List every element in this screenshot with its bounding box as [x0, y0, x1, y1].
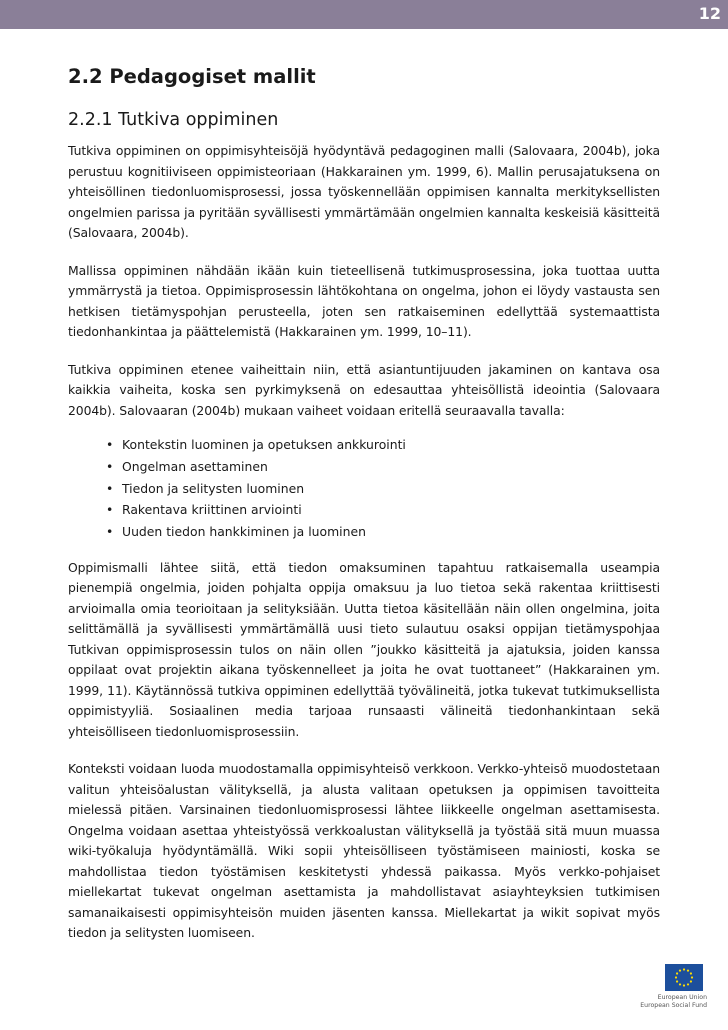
paragraph: Konteksti voidaan luoda muodostamalla oppimisyhteisö verkkoon. Verkko-yhteisö muodostetaan valitun yhteisöalustan välityksellä, ja alusta valitaan opetuksen ja oppimisen tavoitteita mielessä pitäen. Varsinainen tiedonluomisprosessi lähtee liikkeelle ongelman asettamisesta. Ongelma voidaan asettaa yhteistyössä verkkoalustan välityksellä ja työstää sitä muun muassa wiki-työkaluja hyödyntämällä. Wiki sopii yhteisölliseen työstämiseen mainiosti, koska se mahdollistaa tiedon työstämisen keskitetysti yhdessä paikassa. Myös verkko-pohjaiset miellekartat tukevat ongelman asettamista ja mahdollistavat asiayhteyksien tutkimisen samanaikaisesti oppimisyhteisön muiden jäsenten kanssa. Miellekartat ja wikit sopivat myös tiedon ja selitysten luomiseen.: [68, 761, 660, 941]
paragraph: Tutkiva oppiminen on oppimisyhteisöjä hyödyntävä pedagoginen malli (Salovaara, 2004b), joka perustuu kognitiiviseen oppimisteoriaan (Hakkarainen ym. 1999, 6). Mallin perusajatuksena on yhteisöllinen tiedonluomisprosessi, jossa työskennellään oppimisen kannalta merkityksellisten ongelmien parissa ja pyritään syvällisesti ymmärtämään ongelmien kannalta keskeisiä käsitteitä (Salovaara, 2004b).: [68, 143, 660, 240]
eu-star: [690, 972, 692, 974]
eu-star: [687, 969, 689, 971]
phase-list: [68, 434, 660, 543]
eu-flag-icon: [665, 964, 703, 991]
eu-star: [679, 969, 681, 971]
eu-logo: [635, 964, 707, 1020]
eu-star: [691, 976, 693, 978]
eu-star: [679, 983, 681, 985]
eu-logo-line2: European Social Fund: [640, 1002, 707, 1009]
header-bar: [0, 0, 728, 29]
eu-star: [676, 972, 678, 974]
page-number: 12: [698, 4, 721, 23]
paragraph: Tutkiva oppiminen etenee vaiheittain niin, että asiantuntijuuden jakaminen on kantava osa kaikkia vaiheita, koska sen pyrkimyksenä on edesauttaa yhteisöllistä ideointia (Salovaara 2004b). Salovaaran (2004b) mukaan vaiheet voidaan eritellä seuraavalla tavalla:: [68, 361, 660, 418]
eu-star: [690, 980, 692, 982]
eu-logo-line1: European Union: [657, 994, 707, 1001]
paragraph: Oppimismalli lähtee siitä, että tiedon omaksuminen tapahtuu ratkaisemalla useampia pienempiä ongelmia, joiden pohjalta oppija omaksuu ja luo tietoa sekä rakentaa kriittisesti arvioimalla omia teorioitaan ja selityksiään. Uutta tietoa käsitellään näin ollen ongelmina, joita selittämällä ja syvällisesti ymmärtämällä uusi tieto sulautuu osaksi oppijan tietämyspohjaa Tutkivan oppimisprosessin tulos on näin ollen ”joukko käsitteitä ja ajatuksia, joiden kanssa oppilaat ovat projektin aikana työskennelleet ja joita he ovat tuottaneet” (Hakkarainen ym. 1999, 11). Käytännössä tutkiva oppiminen edellyttää työvälineitä, jotka tukevat tutkimuksellista oppimistyyliä. Sosiaalinen media tarjoaa runsaasti välineitä tiedonhankintaan sekä yhteisölliseen tiedonluomisprosessiin.: [68, 559, 660, 739]
eu-star: [675, 976, 677, 978]
paragraph: Mallissa oppiminen nähdään ikään kuin tieteellisenä tutkimusprosessina, joka tuottaa uutta ymmärrystä ja tietoa. Oppimisprosessin lähtökohtana on ongelma, johon ei löydy vastausta sen hetkisen tietämyspohjan perusteella, joten sen ratkaiseminen edellyttää systemaattista tiedonhankintaa ja päättelemistä (Hakkarainen ym. 1999, 10–11).: [68, 262, 660, 339]
eu-stars-icon: [665, 964, 703, 991]
eu-logo-text: [635, 994, 707, 1010]
page-content: [68, 64, 660, 944]
subsection-heading: 2.2.1 Tutkiva oppiminen: [68, 110, 279, 130]
list-item: • Uuden tiedon hankkiminen ja luominen: [100, 521, 660, 543]
eu-star: [687, 983, 689, 985]
eu-star: [683, 968, 685, 970]
list-item: • Tiedon ja selitysten luominen: [100, 478, 660, 500]
section-heading: 2.2 Pedagogiset mallit: [68, 65, 316, 88]
eu-star: [683, 984, 685, 986]
eu-star: [676, 980, 678, 982]
list-item: • Ongelman asettaminen: [100, 456, 660, 478]
list-item: • Kontekstin luominen ja opetuksen ankkurointi: [100, 434, 660, 456]
list-item: • Rakentava kriittinen arviointi: [100, 499, 660, 521]
